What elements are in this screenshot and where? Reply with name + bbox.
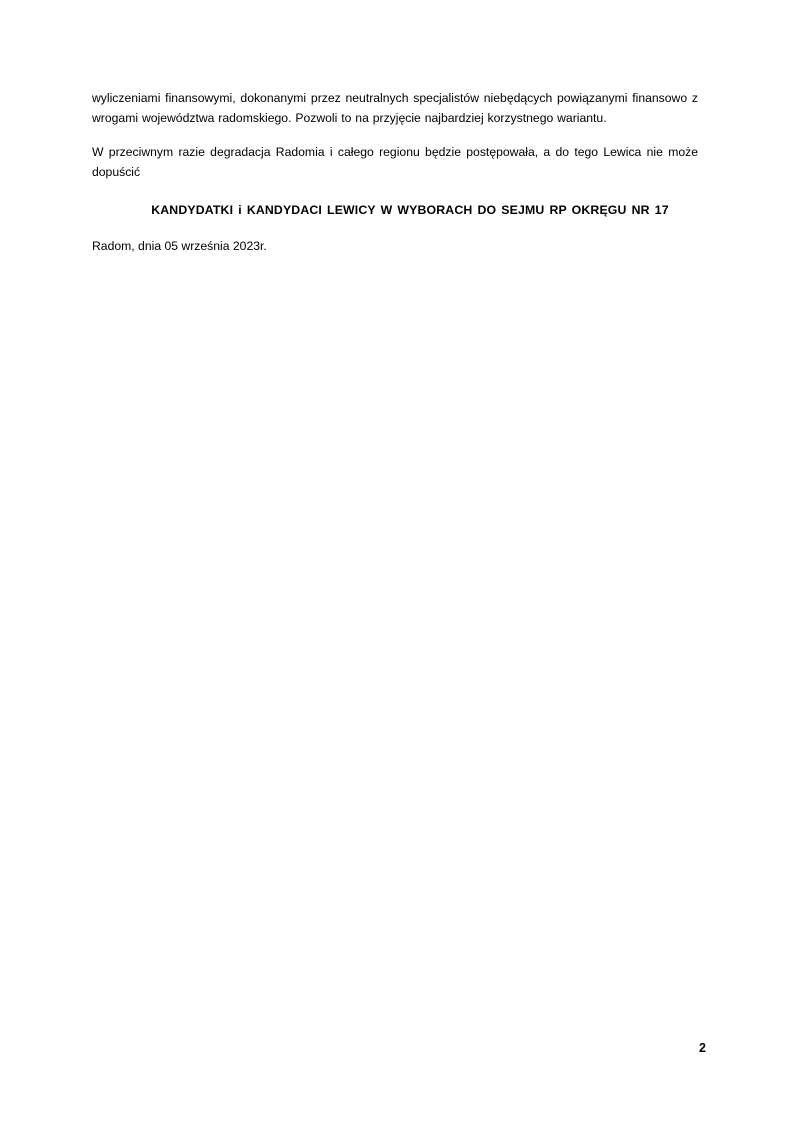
paragraph-financial-calculations: wyliczeniami finansowymi, dokonanymi przez neutralnych specjalistów niebędących powiązanymi finansowo z wrogami województwa radomskiego. Pozwoli to na przyjęcie najbardziej korzystnego wariantu. <box>92 91 698 125</box>
dateline: Radom, dnia 05 września 2023r. <box>92 239 267 253</box>
heading-candidates: KANDYDATKI i KANDYDACI LEWICY W WYBORACH DO SEJMU RP OKRĘGU NR 17 <box>151 203 669 217</box>
document-body <box>92 88 698 256</box>
paragraph-degradation-warning: W przeciwnym razie degradacja Radomia i całego regionu będzie postępowała, a do tego Lewica nie może dopuścić <box>92 145 698 179</box>
page-number: 2 <box>699 1041 706 1055</box>
